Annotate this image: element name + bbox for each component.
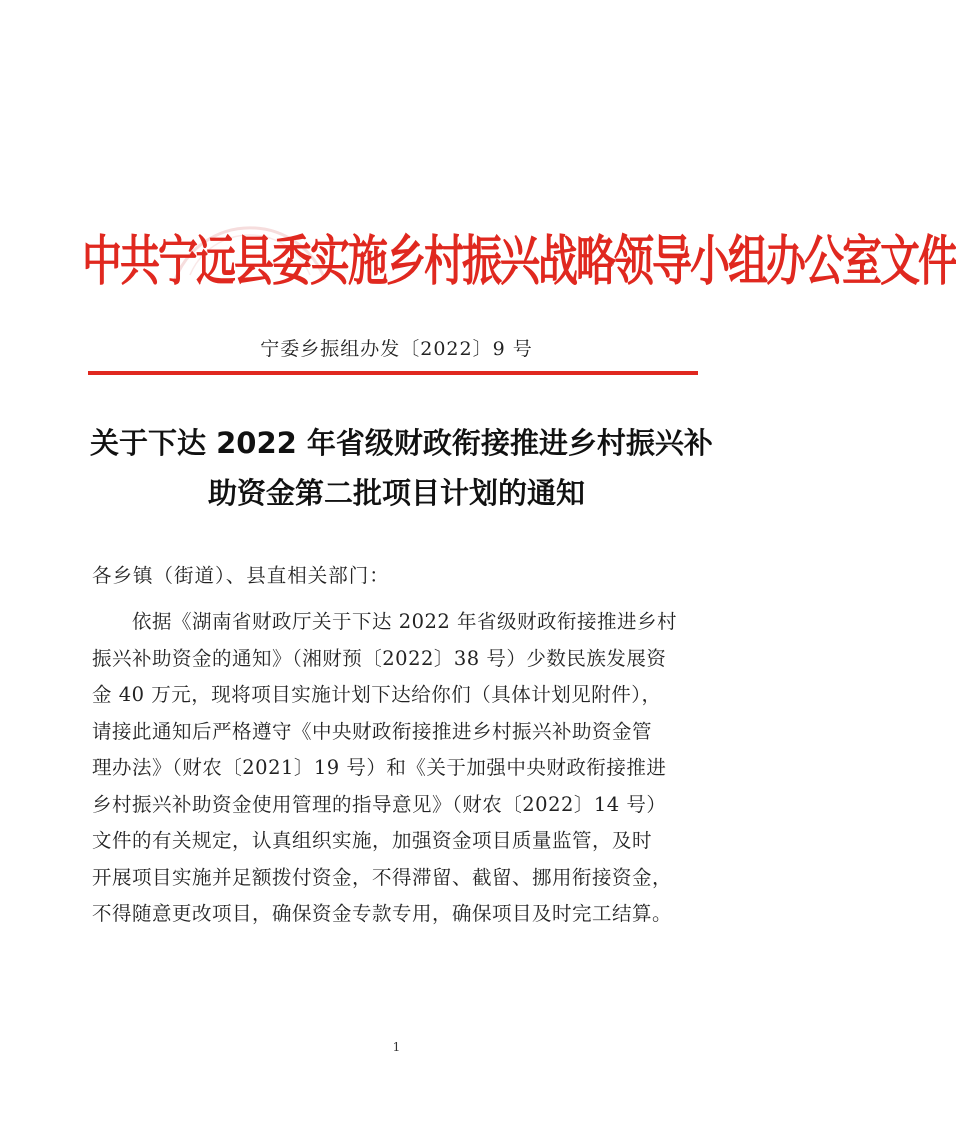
body-paragraph: [92, 604, 704, 933]
document-title: [90, 418, 713, 518]
body-line: 不得随意更改项目，确保资金专款专用，确保项目及时完工结算。: [92, 902, 673, 925]
body-line: 开展项目实施并足额拨付资金，不得滞留、截留、挪用衔接资金，: [92, 865, 673, 889]
page-number: 1: [392, 1040, 401, 1054]
document-number: 宁委乡振组办发〔2022〕9 号: [260, 338, 533, 360]
red-divider-line: [88, 371, 698, 375]
body-line: 金 40 万元，现将项目实施计划下达给你们（具体计划见附件），: [92, 683, 662, 706]
issuing-authority-heading: 中共宁远县委实施乡村振兴战略领导小组办公室文件: [82, 230, 956, 294]
body-line: 振兴补助资金的通知》（湘财预〔2022〕38 号）少数民族发展资: [92, 646, 667, 670]
title-line-1: 关于下达 2022 年省级财政衔接推进乡村振兴补: [90, 426, 713, 460]
title-line-2: 助资金第二批项目计划的通知: [207, 476, 585, 510]
salutation: 各乡镇（街道）、县直相关部门：: [92, 564, 390, 587]
body-line: 理办法》（财农〔2021〕19 号）和《关于加强中央财政衔接推进: [92, 756, 667, 779]
body-line: 乡村振兴补助资金使用管理的指导意见》（财农〔2022〕14 号）: [92, 792, 667, 816]
body-line: 依据《湖南省财政厅关于下达 2022 年省级财政衔接推进乡村: [92, 610, 678, 633]
body-line: 文件的有关规定，认真组织实施，加强资金项目质量监管，及时: [92, 829, 653, 852]
body-line: 请接此通知后严格遵守《中央财政衔接推进乡村振兴补助资金管: [92, 719, 653, 743]
